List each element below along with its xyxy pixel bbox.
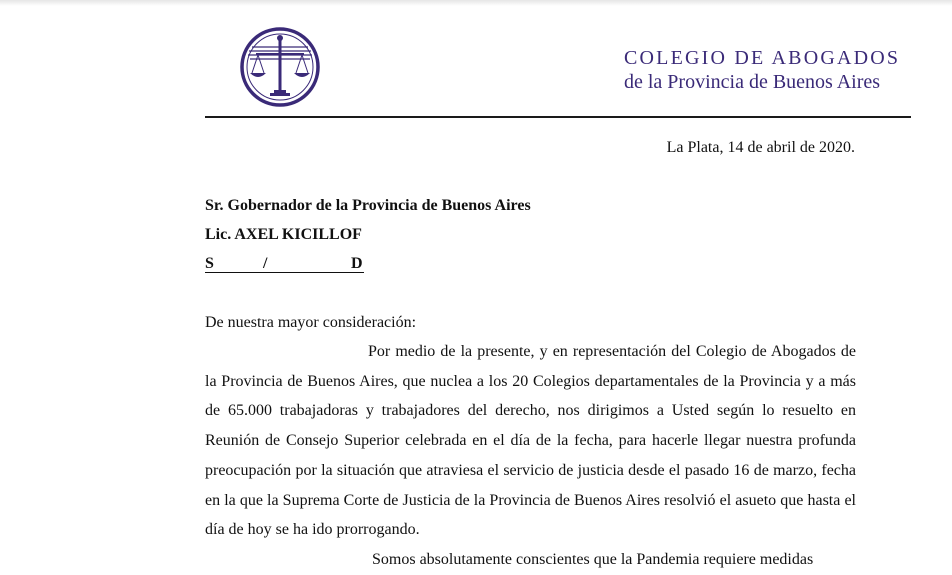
sd-s: S xyxy=(205,255,214,272)
page-top-shadow xyxy=(0,0,952,6)
organization-name: COLEGIO DE ABOGADOS xyxy=(624,47,901,69)
sd-underline xyxy=(205,272,364,273)
date-line: La Plata, 14 de abril de 2020. xyxy=(666,139,855,156)
paragraph-2: Somos absolutamente conscientes que la Pandemia requiere medidas xyxy=(372,550,814,568)
letterhead xyxy=(624,48,900,92)
addressee-name: Lic. AXEL KICILLOF xyxy=(205,226,362,243)
header-divider xyxy=(205,116,911,118)
salutation: De nuestra mayor consideración: xyxy=(205,314,417,331)
scales-of-justice-seal-icon xyxy=(240,27,320,107)
su-despacho-line xyxy=(205,255,364,275)
letter-body xyxy=(205,337,856,575)
paragraph-1: Por medio de la presente, y en representación del Colegio de Abogados de la Provincia de Buenos Aires, que nuclea a los 20 Colegios departamentales de la Provincia y a más de 65.000 trabajadoras y trabajadores del derecho, nos dirigimos a Usted según lo resuelto en Reunión de Consejo Superior celebrada en el día de la fecha, para hacerle llegar nuestra profunda preocupación por la situación que atraviesa el servicio de justicia desde el pasado 16 de marzo, fecha en la que la Suprema Corte de Justicia de la Provincia de Buenos Aires resolvió el asueto que hasta el día de hoy se ha ido prorrogando. xyxy=(205,343,856,539)
sd-d: D xyxy=(351,255,363,272)
sd-slash: / xyxy=(263,255,268,272)
addressee-title: Sr. Gobernador de la Provincia de Buenos Aires xyxy=(205,197,531,214)
organization-subtitle: de la Provincia de Buenos Aires xyxy=(624,71,881,93)
